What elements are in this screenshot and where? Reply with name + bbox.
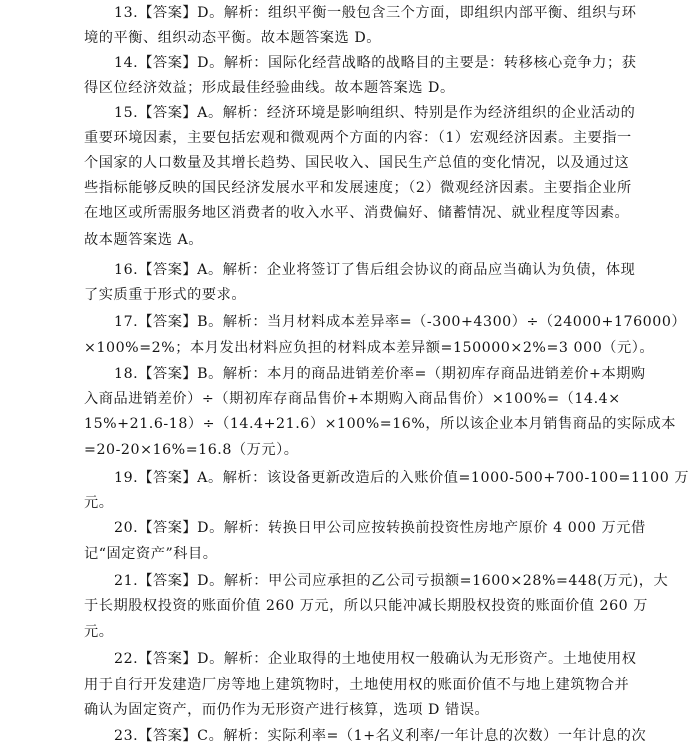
text-line: 境的平衡、组织动态平衡。故本题答案选 D。 [84,30,381,46]
text-line: 记“固定资产”科目。 [84,546,218,562]
text-line: 故本题答案选 A。 [84,232,204,248]
text-line: 15.【答案】A。解析：经济环境是影响组织、特别是作为经济组织的企业活动的 [114,105,636,121]
text-line: 在地区或所需服务地区消费者的收入水平、消费偏好、储蓄情况、就业程度等因素。 [84,205,630,221]
text-line: 些指标能够反映的国民经济发展水平和发展速度；（2）微观经济因素。主要指企业所 [84,180,632,196]
text-line: 重要环境因素，主要包括宏观和微观两个方面的内容：（1）宏观经济因素。主要指一 [84,130,632,146]
text-line: 21.【答案】D。解析：甲公司应承担的乙公司亏损额=1600×28%=448(万元)，大 [114,573,669,589]
text-line: 确认为固定资产，而仍作为无形资产进行核算，选项 D 错误。 [84,702,490,718]
text-line: 得区位经济效益；形成最佳经验曲线。故本题答案选 D。 [84,80,455,96]
text-line: 用于自行开发建造厂房等地上建筑物时，土地使用权的账面价值不与地上建筑物合并 [84,677,630,693]
text-line: 16.【答案】A。解析：企业将签订了售后组会协议的商品应当确认为负债，体现 [114,262,636,278]
text-line: 17.【答案】B。解析：当月材料成本差异率=（-300+4300）÷（24000+176000） [114,314,687,330]
text-line: 22.【答案】D。解析：企业取得的土地使用权一般确认为无形资产。土地使用权 [114,651,637,667]
text-line: 13.【答案】D。解析：组织平衡一般包含三个方面，即组织内部平衡、组织与环 [114,5,637,21]
text-line: 19.【答案】A。解析：该设备更新改造后的入账价值=1000-500+700-100=1100 万 [114,470,690,486]
text-line: 了实质重于形式的要求。 [84,287,247,303]
text-line: 元。 [84,495,114,511]
text-line: 元。 [84,624,114,640]
text-line: ×100%=2%；本月发出材料应负担的材料成本差异额=150000×2%=3 000（元）。 [84,340,655,356]
text-line: 入商品进销差价）÷（期初库存商品售价+本期购入商品售价）×100%=（14.4× [84,391,621,407]
text-line: 于长期股权投资的账面价值 260 万元，所以只能冲减长期股权投资的账面价值 260 万 [84,598,649,614]
text-line: 20.【答案】D。解析：转换日甲公司应按转换前投资性房地产原价 4 000 万元借 [114,520,646,536]
text-line: =20-20×16%=16.8（万元）。 [84,442,299,458]
text-line: 15%+21.6-18）÷（14.4+21.6）×100%=16%，所以该企业本月销售商品的实际成本 [84,416,676,432]
text-line: 14.【答案】D。解析：国际化经营战略的战略目的主要是：转移核心竞争力；获 [114,55,637,71]
text-line: 23.【答案】C。解析：实际利率=（1+名义利率/一年计息的次数）一年计息的次 [114,728,647,744]
text-line: 个国家的人口数量及其增长趋势、国民收入、国民生产总值的变化情况，以及通过这 [84,155,630,171]
text-line: 18.【答案】B。解析：本月的商品进销差价率=（期初库存商品进销差价+本期购 [114,366,646,382]
